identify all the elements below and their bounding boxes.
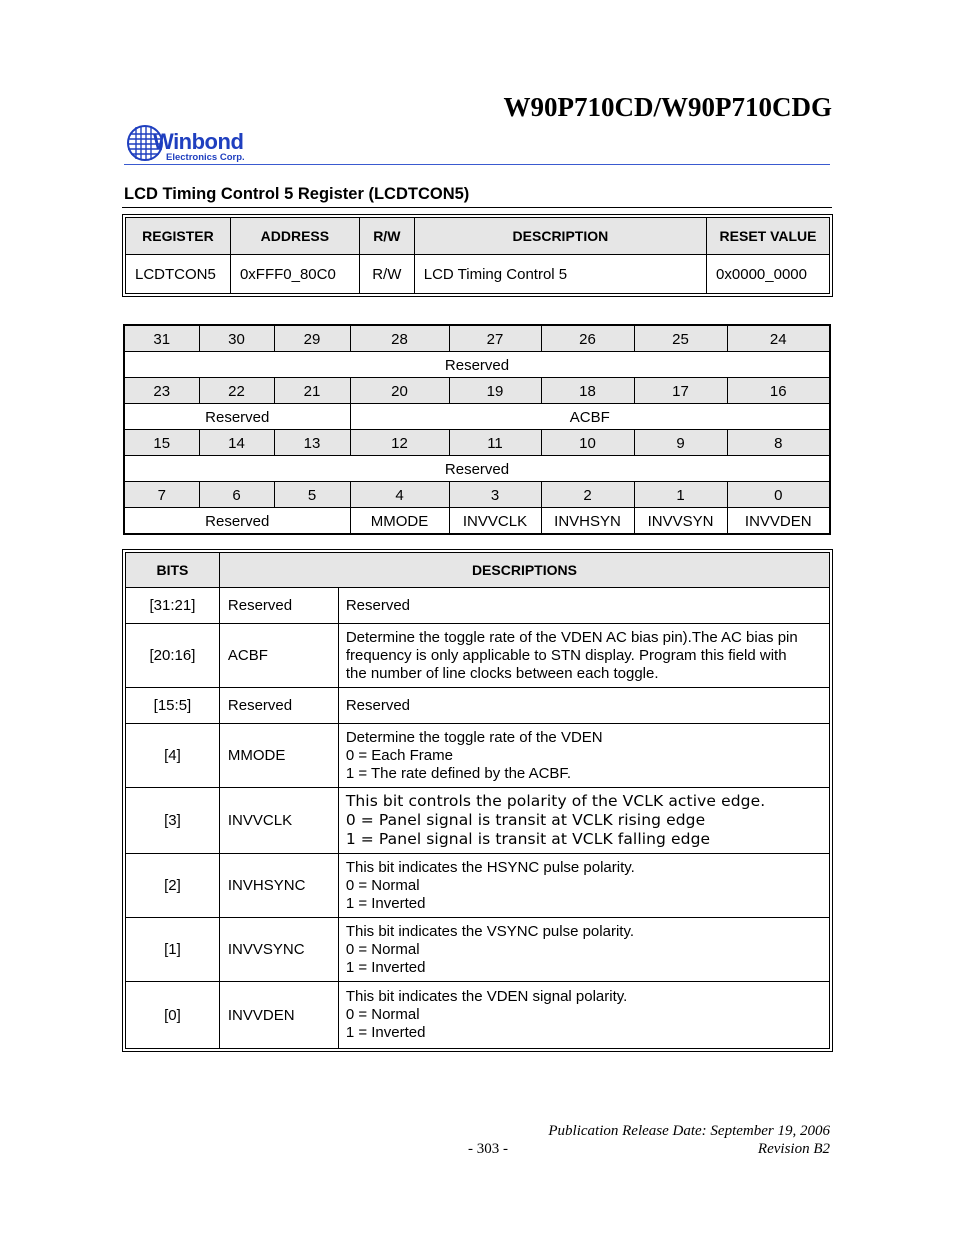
bit-field-invvclk: INVVCLK	[449, 508, 541, 535]
header-register: REGISTER	[126, 218, 231, 255]
desc-line: Determine the toggle rate of the VDEN AC bias pin).The AC bias pin	[345, 628, 798, 646]
bit-number: 18	[541, 378, 634, 404]
desc-row	[126, 688, 830, 724]
header-reset-value: RESET VALUE	[707, 218, 830, 255]
bit-field-row	[124, 456, 830, 482]
logo-wordmark: Winbond	[153, 129, 244, 154]
bit-number: 5	[274, 482, 350, 508]
bit-number: 1	[634, 482, 727, 508]
footer-page-number: - 303 -	[468, 1141, 508, 1157]
desc-text	[338, 918, 829, 982]
bit-number: 10	[541, 430, 634, 456]
bit-number: 30	[199, 325, 274, 352]
desc-bits: [15:5]	[126, 688, 220, 724]
register-rw: R/W	[359, 255, 414, 294]
bit-map-table	[123, 324, 831, 535]
desc-line: 0 = Normal	[345, 876, 420, 894]
desc-line: frequency is only applicable to STN display. Program this field with	[345, 646, 787, 664]
bit-number: 14	[199, 430, 274, 456]
desc-line: 0 = Each Frame	[345, 746, 453, 764]
logo-subtitle: Electronics Corp.	[166, 152, 245, 163]
desc-table-header	[126, 553, 830, 588]
desc-text	[338, 688, 829, 724]
bit-number: 16	[727, 378, 830, 404]
bit-number: 21	[274, 378, 350, 404]
desc-text	[338, 788, 829, 854]
bit-field-reserved: Reserved	[124, 404, 350, 430]
desc-field-name: INVVCLK	[219, 788, 338, 854]
desc-field-name: INVHSYNC	[219, 854, 338, 918]
footer-revision: Revision B2	[757, 1141, 830, 1157]
bit-number: 27	[449, 325, 541, 352]
bit-number: 29	[274, 325, 350, 352]
bit-number: 28	[350, 325, 449, 352]
bit-field-acbf: ACBF	[350, 404, 830, 430]
register-reset-value: 0x0000_0000	[707, 255, 830, 294]
desc-row	[126, 624, 830, 688]
desc-line: This bit indicates the VDEN signal polarity.	[345, 988, 628, 1005]
register-description: LCD Timing Control 5	[414, 255, 706, 294]
header-address: ADDRESS	[230, 218, 359, 255]
desc-text	[338, 624, 829, 688]
document-title: W90P710CD/W90P710CDG	[503, 92, 832, 122]
desc-text	[338, 588, 829, 624]
winbond-logo	[126, 124, 256, 166]
bit-number: 25	[634, 325, 727, 352]
desc-row	[126, 918, 830, 982]
bit-number: 24	[727, 325, 830, 352]
desc-bits: [31:21]	[126, 588, 220, 624]
desc-bits: [3]	[126, 788, 220, 854]
bit-number: 9	[634, 430, 727, 456]
bit-number: 31	[124, 325, 199, 352]
bit-number: 15	[124, 430, 199, 456]
bit-number: 4	[350, 482, 449, 508]
desc-line: 1 = Inverted	[345, 1024, 426, 1041]
bit-field-invhsyn: INVHSYN	[541, 508, 634, 535]
bit-number: 8	[727, 430, 830, 456]
bit-number: 26	[541, 325, 634, 352]
section-divider	[122, 207, 832, 208]
desc-row	[126, 854, 830, 918]
desc-line: 1 = Inverted	[345, 894, 426, 912]
bit-number: 12	[350, 430, 449, 456]
header-divider	[124, 164, 830, 165]
register-name: LCDTCON5	[126, 255, 231, 294]
header-bits: BITS	[126, 553, 220, 588]
section-title: LCD Timing Control 5 Register (LCDTCON5)	[124, 185, 470, 203]
desc-line: This bit indicates the VSYNC pulse polarity.	[345, 922, 634, 940]
desc-row	[126, 588, 830, 624]
desc-bits: [4]	[126, 724, 220, 788]
desc-field-name: Reserved	[219, 588, 338, 624]
desc-line: Reserved	[345, 696, 411, 714]
bit-number-row	[124, 482, 830, 508]
bit-field-mmode: MMODE	[350, 508, 449, 535]
desc-bits: [1]	[126, 918, 220, 982]
bit-number: 19	[449, 378, 541, 404]
desc-field-name: ACBF	[219, 624, 338, 688]
bit-field-invvsyn: INVVSYN	[634, 508, 727, 535]
desc-field-name: MMODE	[219, 724, 338, 788]
bit-field-reserved: Reserved	[124, 508, 350, 535]
desc-line: 0 = Normal	[345, 940, 420, 958]
desc-line: 1 = Panel signal is transit at VCLK falling edge	[345, 830, 711, 848]
header-rw: R/W	[359, 218, 414, 255]
desc-line: 0 = Panel signal is transit at VCLK rising edge	[345, 811, 706, 829]
bit-number: 0	[727, 482, 830, 508]
register-address: 0xFFF0_80C0	[230, 255, 359, 294]
desc-line: 1 = Inverted	[345, 958, 426, 976]
footer-release-date: Publication Release Date: September 19, 2006	[548, 1123, 830, 1139]
bit-number: 20	[350, 378, 449, 404]
register-table-header	[126, 218, 830, 255]
desc-row	[126, 724, 830, 788]
bit-description-table	[125, 552, 830, 1049]
desc-line: This bit indicates the HSYNC pulse polarity.	[345, 858, 635, 876]
bit-field-invvden: INVVDEN	[727, 508, 830, 535]
desc-line: 1 = The rate defined by the ACBF.	[345, 764, 572, 782]
bit-number: 22	[199, 378, 274, 404]
desc-row	[126, 788, 830, 854]
desc-text	[338, 724, 829, 788]
bit-number: 13	[274, 430, 350, 456]
desc-bits: [0]	[126, 982, 220, 1049]
header-description: DESCRIPTION	[414, 218, 706, 255]
desc-line: Determine the toggle rate of the VDEN	[345, 728, 603, 746]
header-descriptions: DESCRIPTIONS	[219, 553, 829, 588]
bit-number-row	[124, 325, 830, 352]
desc-text	[338, 982, 829, 1049]
bit-field-reserved: Reserved	[124, 352, 830, 378]
desc-field-name: Reserved	[219, 688, 338, 724]
bit-number: 17	[634, 378, 727, 404]
desc-line: the number of line clocks between each toggle.	[345, 664, 659, 682]
bit-number: 2	[541, 482, 634, 508]
desc-bits: [2]	[126, 854, 220, 918]
desc-row	[126, 982, 830, 1049]
bit-field-row	[124, 508, 830, 535]
bit-number-row	[124, 378, 830, 404]
bit-field-row	[124, 352, 830, 378]
bit-number: 11	[449, 430, 541, 456]
desc-bits: [20:16]	[126, 624, 220, 688]
bit-field-reserved: Reserved	[124, 456, 830, 482]
bit-number: 6	[199, 482, 274, 508]
bit-field-row	[124, 404, 830, 430]
bit-number: 7	[124, 482, 199, 508]
bit-number-row	[124, 430, 830, 456]
desc-text	[338, 854, 829, 918]
desc-line: 0 = Normal	[345, 1006, 420, 1023]
desc-line: Reserved	[345, 596, 411, 614]
register-table	[125, 217, 830, 294]
bit-number: 3	[449, 482, 541, 508]
desc-line: This bit controls the polarity of the VCLK active edge.	[345, 792, 766, 810]
desc-field-name: INVVSYNC	[219, 918, 338, 982]
register-row	[126, 255, 830, 294]
desc-field-name: INVVDEN	[219, 982, 338, 1049]
bit-number: 23	[124, 378, 199, 404]
